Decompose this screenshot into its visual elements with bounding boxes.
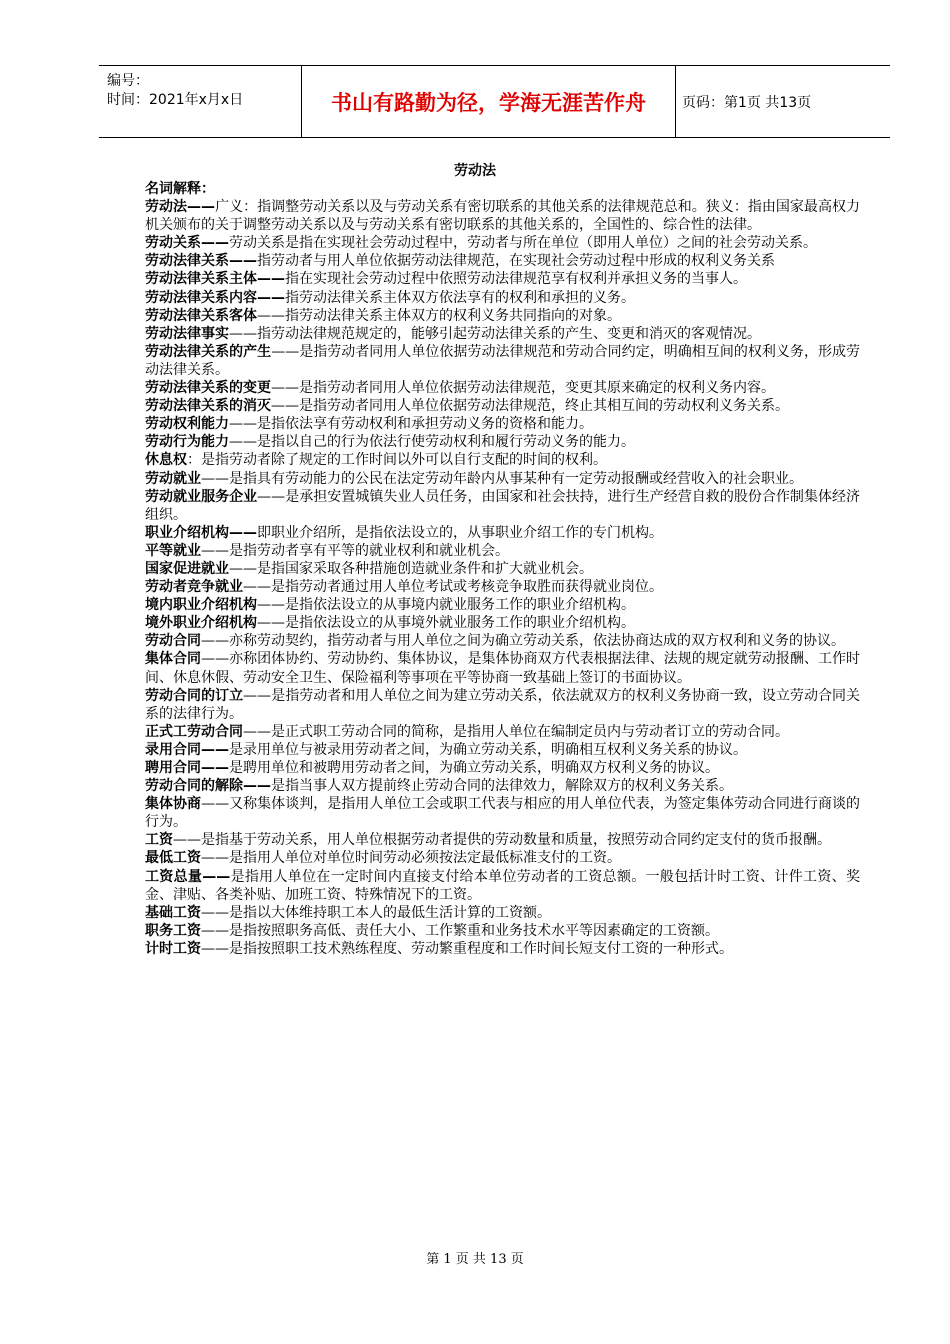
definition-text: ——亦称团体协约、劳动协约、集体协议，是集体协商双方代表根据法律、法规的规定就劳动报酬、工作时间、休息休假、劳动安全卫生、保险福利等事项在平等协商一致基础上签订的书面协议。	[145, 651, 861, 686]
definition-term: 劳动法律关系主体——	[145, 271, 285, 288]
definition-term: 工资	[145, 832, 173, 849]
definition-term: 劳动权利能力	[145, 416, 229, 433]
definition-entry	[145, 940, 860, 958]
definition-term: 境内职业介绍机构	[145, 597, 257, 614]
definition-term: 职业介绍机构——	[145, 524, 257, 541]
definition-text: ——是指国家采取各种措施创造就业条件和扩大就业机会。	[229, 560, 593, 577]
definition-text: ——是正式职工劳动合同的简称，是指用人单位在编制定员内与劳动者订立的劳动合同。	[243, 723, 789, 740]
definition-term: 休息权	[145, 452, 187, 469]
definition-entry	[145, 234, 860, 252]
definition-text: ——是指劳动者同用人单位依据劳动法律规范和劳动合同约定，明确相互间的权利义务，形成劳动法律关系。	[145, 343, 861, 378]
definition-entry	[145, 614, 860, 632]
document-title: 劳动法	[454, 163, 496, 179]
header-table	[99, 65, 890, 138]
definition-term: 劳动合同的解除——	[145, 778, 271, 795]
definition-term: 集体协商	[145, 796, 202, 813]
definition-text: ——是指劳动者通过用人单位考试或考核竞争取胜而获得就业岗位。	[243, 579, 663, 596]
definition-entry	[145, 922, 860, 940]
definition-term: 劳动法律关系的消灭	[145, 398, 271, 415]
header-slogan: 书山有路勤为径，学海无涯苦作舟	[302, 66, 676, 137]
definition-term: 国家促进就业	[145, 560, 229, 577]
definition-term: 劳动法律关系的变更	[145, 380, 271, 397]
definition-term: 集体合同	[145, 651, 202, 668]
definition-entry	[145, 379, 860, 397]
definition-term: 劳动就业	[145, 470, 201, 487]
definition-text: ——是指基于劳动关系，用人单位根据劳动者提供的劳动数量和质量，按照劳动合同约定支付的货币报酬。	[173, 832, 831, 849]
definition-term: 平等就业	[145, 542, 201, 559]
definition-text: ——是承担安置城镇失业人员任务，由国家和社会扶持，进行生产经营自救的股份合作制集体经济组织。	[145, 488, 861, 523]
definition-term: 劳动法律事实	[145, 325, 229, 342]
definition-entry	[145, 433, 860, 451]
definition-entry	[145, 488, 860, 524]
definition-text: 指劳动法律关系主体双方依法享有的权利和承担的义务。	[285, 289, 635, 306]
definition-entry	[145, 904, 860, 922]
definition-entry	[145, 723, 860, 741]
definition-entry	[145, 325, 860, 343]
definition-entry	[145, 451, 860, 469]
definition-entry	[145, 415, 860, 433]
definition-text: ：是指劳动者除了规定的工作时间以外可以自行支配的时间的权利。	[187, 452, 607, 469]
definition-term: 劳动法律关系——	[145, 253, 257, 270]
definition-text: ——是指依法设立的从事境内就业服务工作的职业介绍机构。	[257, 597, 635, 614]
definition-list	[145, 198, 860, 958]
definition-entry	[145, 397, 860, 415]
definition-term: 劳动法——	[145, 199, 216, 216]
page-footer: 第 1 页 共 13 页	[426, 1252, 524, 1267]
definition-text: ——是指劳动者同用人单位依据劳动法律规范，变更其原来确定的权利义务内容。	[271, 380, 775, 397]
definition-entry	[145, 542, 860, 560]
definition-text: ——是指按照职工技术熟练程度、劳动繁重程度和工作时间长短支付工资的一种形式。	[201, 940, 733, 957]
definition-text: 是录用单位与被录用劳动者之间，为确立劳动关系，明确相互权利义务关系的协议。	[229, 741, 747, 758]
definition-text: ——又称集体谈判，是指用人单位工会或职工代表与相应的用人单位代表，为签定集体劳动合同进行商谈的行为。	[145, 796, 861, 831]
definition-text: ——是指依法享有劳动权利和承担劳动义务的资格和能力。	[229, 416, 593, 433]
definition-text: ——亦称劳动契约，指劳动者与用人单位之间为确立劳动关系，依法协商达成的双方权利和义务的协议。	[201, 633, 845, 650]
document-body	[145, 180, 860, 958]
definition-term: 工资总量——	[145, 868, 231, 885]
document-time-label: 时间：2021年x月x日	[107, 92, 244, 108]
definition-term: 劳动合同的订立	[145, 687, 244, 704]
definition-entry	[145, 650, 860, 686]
definition-term: 基础工资	[145, 904, 201, 921]
header-page-label: 页码：第1页 共13页	[682, 94, 812, 111]
definition-term: 劳动合同	[145, 633, 201, 650]
definition-term: 正式工劳动合同	[145, 723, 243, 740]
definition-text: ——是指以自己的行为依法行使劳动权利和履行劳动义务的能力。	[229, 434, 635, 451]
definition-text: 指在实现社会劳动过程中依照劳动法律规范享有权利并承担义务的当事人。	[285, 271, 747, 288]
definition-entry	[145, 777, 860, 795]
definition-text: ——是指劳动者和用人单位之间为建立劳动关系，依法就双方的权利义务协商一致，设立劳动合同关系的法律行为。	[145, 687, 861, 722]
definition-term: 劳动法律关系客体	[145, 307, 257, 324]
definition-term: 聘用合同——	[145, 760, 229, 776]
definition-entry	[145, 560, 860, 578]
definition-entry	[145, 198, 860, 234]
definition-text: 广义：指调整劳动关系以及与劳动关系有密切联系的其他关系的法律规范总和。狭义：指由国家最高权力机关颁布的关于调整劳动关系以及与劳动关系有密切联系的其他关系的，全国性的、综合性的法律。	[145, 199, 860, 234]
definition-entry	[145, 632, 860, 650]
definition-entry	[145, 270, 860, 288]
definition-term: 劳动法律关系的产生	[145, 343, 272, 360]
definition-term: 最低工资	[145, 850, 201, 867]
definition-entry	[145, 687, 860, 723]
definition-entry	[145, 741, 860, 759]
definition-text: ——是指具有劳动能力的公民在法定劳动年龄内从事某种有一定劳动报酬或经营收入的社会职业。	[201, 470, 803, 487]
definition-text: 是聘用单位和被聘用劳动者之间，为确立劳动关系，明确双方权利义务的协议。	[229, 760, 719, 776]
definition-text: ——指劳动法律规范规定的，能够引起劳动法律关系的产生、变更和消灭的客观情况。	[229, 325, 761, 342]
definition-term: 劳动行为能力	[145, 434, 229, 451]
definition-entry	[145, 849, 860, 867]
definition-term: 境外职业介绍机构	[145, 615, 257, 632]
definition-text: ——是指按照职务高低、责任大小、工作繁重和业务技术水平等因素确定的工资额。	[201, 922, 719, 939]
definition-entry	[145, 759, 860, 777]
definition-entry	[145, 289, 860, 307]
header-left-cell	[99, 66, 302, 137]
definition-entry	[145, 307, 860, 325]
definition-term: 劳动就业服务企业	[145, 488, 258, 505]
definition-entry	[145, 831, 860, 849]
definition-entry	[145, 343, 860, 379]
definition-text: 是指用人单位在一定时间内直接支付给本单位劳动者的工资总额。一般包括计时工资、计件工资、奖金、津贴、各类补贴、加班工资、特殊情况下的工资。	[145, 868, 860, 903]
definition-entry	[145, 470, 860, 488]
definition-entry	[145, 252, 860, 270]
definition-text: 劳动关系是指在实现社会劳动过程中，劳动者与所在单位（即用人单位）之间的社会劳动关系。	[229, 235, 817, 252]
document-number-label: 编号：	[107, 73, 149, 89]
definition-text: 指劳动者与用人单位依据劳动法律规范，在实现社会劳动过程中形成的权利义务关系	[257, 253, 775, 270]
definition-entry	[145, 524, 860, 542]
definition-entry	[145, 795, 860, 831]
definition-text: ——指劳动法律关系主体双方的权利义务共同指向的对象。	[257, 307, 621, 324]
definition-term: 录用合同——	[145, 741, 229, 758]
definition-entry	[145, 596, 860, 614]
definition-text: 即职业介绍所，是指依法设立的，从事职业介绍工作的专门机构。	[257, 524, 663, 541]
definition-term: 劳动者竞争就业	[145, 579, 243, 596]
definition-term: 职务工资	[145, 922, 201, 939]
definition-entry	[145, 868, 860, 904]
definition-term: 劳动法律关系内容——	[145, 289, 285, 306]
definition-text: 是指当事人双方提前终止劳动合同的法律效力，解除双方的权利义务关系。	[271, 778, 733, 795]
definition-text: ——是指依法设立的从事境外就业服务工作的职业介绍机构。	[257, 615, 635, 632]
definition-text: ——是指劳动者同用人单位依据劳动法律规范，终止其相互间的劳动权利义务关系。	[271, 398, 789, 415]
section-heading: 名词解释：	[145, 181, 215, 197]
definition-text: ——是指用人单位对单位时间劳动必须按法定最低标准支付的工资。	[201, 850, 621, 867]
definition-text: ——是指以大体维持职工本人的最低生活计算的工资额。	[201, 904, 551, 921]
definition-text: ——是指劳动者享有平等的就业权利和就业机会。	[201, 542, 509, 559]
definition-term: 劳动关系——	[145, 235, 229, 252]
definition-entry	[145, 578, 860, 596]
definition-term: 计时工资	[145, 940, 201, 957]
